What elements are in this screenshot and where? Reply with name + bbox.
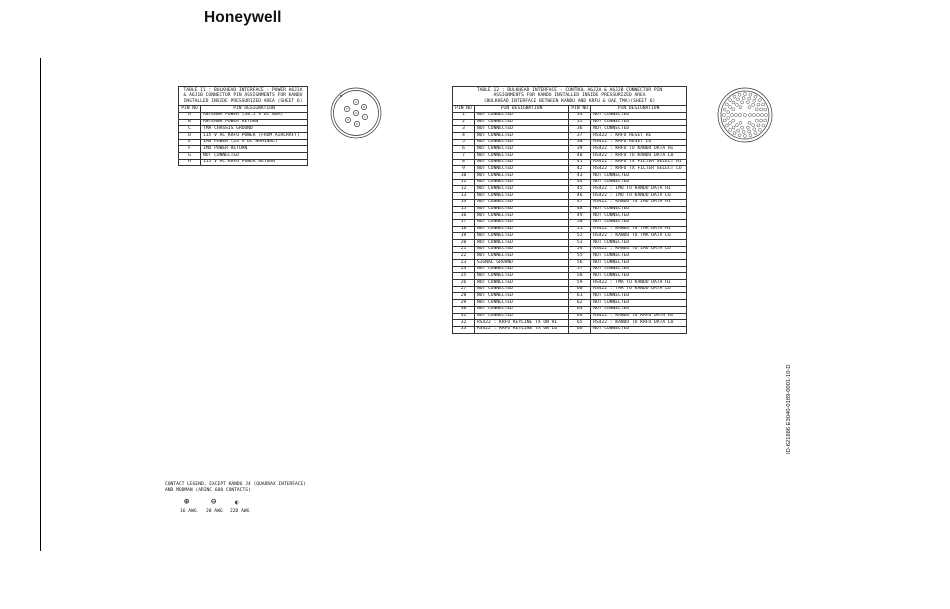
connector-pin-hole	[732, 108, 735, 111]
table-row	[453, 273, 687, 280]
pin-number: 53	[569, 239, 591, 246]
pin-number: 6	[453, 146, 475, 153]
pin-number: 50	[569, 219, 591, 226]
pin-designation: NOT CONNECTED	[591, 239, 687, 246]
connector-pin-hole	[733, 132, 736, 135]
table-11-header-pin: PIN NO	[179, 106, 201, 113]
pin-number: 52	[569, 233, 591, 240]
pin-designation: RS422 : KANDU TO TMA DATA HI	[591, 226, 687, 233]
connector-pin-hole	[748, 97, 751, 100]
connector-pin-hole	[741, 126, 744, 129]
svg-text:E: E	[347, 118, 349, 122]
table-row	[453, 166, 687, 173]
connector-pin-hole	[757, 103, 760, 106]
pin-designation: RS422 : KRFU KEYLINE TX ON HI	[474, 320, 568, 327]
table-row	[453, 213, 687, 220]
connector-pin-hole	[760, 108, 763, 111]
connector-pin-hole	[758, 128, 761, 131]
pin-designation: IMU POWER RETURN	[201, 146, 308, 153]
connector-pin-hole	[753, 128, 756, 131]
table-row	[179, 159, 308, 166]
pin-designation: NOT CONNECTED	[201, 153, 308, 160]
table-row	[453, 326, 687, 333]
pin-number: 54	[569, 246, 591, 253]
pin-designation: RS422 : TMA TO KANDU DATA LO	[591, 286, 687, 293]
pin-designation: NOT CONNECTED	[591, 293, 687, 300]
connector-pin-hole	[727, 116, 730, 119]
table-row	[179, 139, 308, 146]
pin-number: 57	[569, 266, 591, 273]
pin-number: 44	[569, 179, 591, 186]
connector-pin-hole	[738, 134, 741, 137]
connector-pin-hole	[735, 103, 738, 106]
honeywell-logo: Honeywell	[204, 9, 282, 26]
pin-number: 64	[569, 313, 591, 320]
pin-designation: NOT CONNECTED	[474, 159, 568, 166]
pin-number: 49	[569, 213, 591, 220]
power-connector-face-icon	[329, 86, 383, 140]
table-11-title: TABLE 11 : BULKHEAD INTERFACE - POWER A6J1A & A6J1B CONNECTOR PIN ASSIGNMENTS FOR KANDU INSTALLED INSIDE PRESSURIZED AREA (SHEET 6)	[179, 87, 308, 106]
pin-number: 60	[569, 286, 591, 293]
figure-id-text: ID-621886 E3040-0189-0001-10-D	[786, 364, 792, 454]
connector-pin-hole	[752, 103, 755, 106]
pin-designation: NOT CONNECTED	[474, 112, 568, 119]
connector-pin-hole	[757, 114, 760, 117]
table-row	[453, 253, 687, 260]
connector-pin-hole	[754, 95, 757, 98]
pin-designation: NOT CONNECTED	[474, 266, 568, 273]
table-row	[453, 286, 687, 293]
pin-designation: RS422 : TMA TO KANDU DATA HI	[591, 280, 687, 287]
table-row	[453, 293, 687, 300]
pin-designation: 115 V AC KRFU POWER (FROM AIRCRAFT)	[201, 132, 308, 139]
table-12-header-designation-b: PIN DESIGNATION	[591, 106, 687, 113]
pin-number: 40	[569, 153, 591, 160]
pin-number: 36	[569, 126, 591, 133]
margin-rule	[40, 58, 41, 551]
pin-number: 19	[453, 233, 475, 240]
connector-pin-hole	[749, 93, 752, 96]
pin-number: 13	[453, 193, 475, 200]
connector-pin-hole	[748, 106, 751, 109]
pin-number: 34	[569, 112, 591, 119]
table-row	[453, 300, 687, 307]
table-row	[179, 126, 308, 133]
pin-designation: NOT CONNECTED	[474, 132, 568, 139]
pin-number: 41	[569, 159, 591, 166]
16-awg-label: 16 AWG	[180, 509, 197, 514]
table-row	[179, 112, 308, 119]
table-row	[453, 246, 687, 253]
pin-designation: NOT CONNECTED	[591, 326, 687, 333]
connector-pin-hole	[735, 114, 738, 117]
pin-number: D	[179, 132, 201, 139]
connector-pin-hole	[723, 108, 726, 111]
connector-pin-hole	[749, 114, 752, 117]
pin-number: 61	[569, 293, 591, 300]
pin-designation: NOT CONNECTED	[474, 273, 568, 280]
pin-number: 56	[569, 260, 591, 267]
pin-designation: RS422 : KRFU TO KANDU DATA LO	[591, 153, 687, 160]
table-row	[453, 126, 687, 133]
pin-designation: NOT CONNECTED	[591, 112, 687, 119]
pin-number: 9	[453, 166, 475, 173]
connector-pin-hole	[764, 108, 767, 111]
connector-pin-hole	[744, 135, 747, 138]
pin-designation: RS422 : KANDU TO IMU DATA LO	[591, 246, 687, 253]
pin-number: C	[179, 126, 201, 133]
pin-number: 46	[569, 193, 591, 200]
pin-number: 21	[453, 246, 475, 253]
connector-pin-hole	[762, 103, 765, 106]
connector-pin-hole	[757, 124, 760, 127]
pin-number: 16	[453, 213, 475, 220]
pin-designation: 115 V AC KRFU POWER RETURN	[201, 159, 308, 166]
svg-text:F: F	[346, 107, 348, 111]
connector-pin-hole	[741, 101, 744, 104]
connector-pin-hole	[748, 130, 751, 133]
pin-designation: NOT CONNECTED	[474, 226, 568, 233]
pin-number: 32	[453, 320, 475, 327]
pin-designation: RS422 : KRFU KEYLINE TX ON LO	[474, 326, 568, 333]
pin-number: 48	[569, 206, 591, 213]
table-row	[453, 260, 687, 267]
pin-number: F	[179, 146, 201, 153]
pin-number: 59	[569, 280, 591, 287]
pin-designation: NOT CONNECTED	[474, 253, 568, 260]
table-11-body	[179, 112, 308, 166]
pin-designation: NOT CONNECTED	[591, 213, 687, 220]
pin-number: 11	[453, 179, 475, 186]
pin-number: 43	[569, 173, 591, 180]
pin-designation: RS422 : KANDU TO TMA DATA LO	[591, 233, 687, 240]
table-row	[453, 313, 687, 320]
connector-pin-hole	[739, 121, 742, 124]
svg-text:C: C	[364, 115, 366, 119]
connector-pin-hole	[735, 124, 738, 127]
pin-designation: NOT CONNECTED	[474, 146, 568, 153]
pin-designation: RS422 : KRFU TX FILTER SELECT LO	[591, 166, 687, 173]
pin-designation: RS422 : KRFU TO KANDU DATA HI	[591, 146, 687, 153]
connector-pin-hole	[725, 124, 728, 127]
svg-text:A: A	[355, 100, 357, 104]
pin-designation: NOT CONNECTED	[474, 199, 568, 206]
connector-pin-hole	[760, 119, 763, 122]
pin-designation: NOT CONNECTED	[591, 266, 687, 273]
connector-pin-hole	[739, 114, 742, 117]
table-12-header-pin-b: PIN NO	[569, 106, 591, 113]
pin-designation: NOT CONNECTED	[591, 119, 687, 126]
pin-number: 24	[453, 266, 475, 273]
pin-designation: RS422 : IMU TO KANDU DATA HI	[591, 186, 687, 193]
table-row	[453, 179, 687, 186]
pin-number: 37	[569, 132, 591, 139]
pin-number: 23	[453, 260, 475, 267]
pin-number: 35	[569, 119, 591, 126]
pin-designation: NOT CONNECTED	[474, 286, 568, 293]
pin-designation: NOT CONNECTED	[591, 206, 687, 213]
connector-pin-hole	[754, 132, 757, 135]
pin-number: 8	[453, 159, 475, 166]
pin-designation: NOT CONNECTED	[474, 186, 568, 193]
table-12-title-line2: ASSIGNMENTS FOR KANDU INSTALLED INSIDE PRESSURIZED AREA	[493, 93, 646, 99]
connector-pin-hole	[733, 95, 736, 98]
connector-pin-hole	[748, 121, 751, 124]
pin-designation: NOT CONNECTED	[474, 239, 568, 246]
pin-number: 65	[569, 320, 591, 327]
connector-pin-hole	[738, 93, 741, 96]
16-awg-symbol-icon: ⊕	[184, 497, 190, 507]
pin-designation: RS422 : KRFU TX FILTER SELECT HI	[591, 159, 687, 166]
pin-number: 66	[569, 326, 591, 333]
pin-designation: NOT CONNECTED	[474, 166, 568, 173]
22d-awg-label: 22D AWG	[230, 509, 250, 514]
pin-designation: RS422 : KANDU TO KRFU DATA LO	[591, 320, 687, 327]
table-12-header-pin-a: PIN NO	[453, 106, 475, 113]
pin-designation: NOT CONNECTED	[591, 300, 687, 307]
pin-designation: NOT CONNECTED	[474, 246, 568, 253]
pin-number: 1	[453, 112, 475, 119]
connector-pin-hole	[732, 119, 735, 122]
pin-number: 58	[569, 273, 591, 280]
pin-number: G	[179, 153, 201, 160]
contact-legend-line2: AND MODMAN (ARINC 600 CONTACTS)	[165, 487, 251, 493]
pin-number: 22	[453, 253, 475, 260]
pin-number: 26	[453, 280, 475, 287]
connector-pin-hole	[753, 114, 756, 117]
connector-pin-hole	[729, 105, 732, 108]
pin-designation: RS422 : KANDU TO KRFU DATA HI	[591, 313, 687, 320]
table-row	[453, 193, 687, 200]
svg-text:G: G	[355, 111, 357, 115]
connector-pin-hole	[732, 101, 735, 104]
pin-number: 25	[453, 273, 475, 280]
pin-number: 28	[453, 293, 475, 300]
connector-pin-hole	[731, 114, 734, 117]
pin-number: 30	[453, 306, 475, 313]
connector-pin-hole	[764, 119, 767, 122]
pin-number: 38	[569, 139, 591, 146]
connector-pin-hole	[737, 98, 740, 101]
pin-designation: RS422 : KRFU RESET LO	[591, 139, 687, 146]
connector-pin-hole	[739, 106, 742, 109]
22d-awg-symbol-icon: ◐	[235, 499, 239, 506]
pin-number: 4	[453, 132, 475, 139]
pin-number: 29	[453, 300, 475, 307]
table-row	[453, 219, 687, 226]
pin-designation: NOT CONNECTED	[591, 126, 687, 133]
pin-designation: NOT CONNECTED	[591, 219, 687, 226]
connector-pin-hole	[727, 111, 730, 114]
pin-number: 45	[569, 186, 591, 193]
pin-number: 2	[453, 119, 475, 126]
pin-designation: NOT CONNECTED	[474, 139, 568, 146]
pin-designation: NOT CONNECTED	[591, 179, 687, 186]
connector-pin-hole	[723, 114, 726, 117]
pin-number: 39	[569, 146, 591, 153]
pin-number: 14	[453, 199, 475, 206]
pin-number: 18	[453, 226, 475, 233]
table-row	[453, 233, 687, 240]
contact-legend	[165, 482, 306, 493]
table-row	[453, 173, 687, 180]
table-row	[453, 153, 687, 160]
connector-pin-hole	[746, 126, 749, 129]
pin-designation: NOT CONNECTED	[474, 153, 568, 160]
pin-designation: SIGNAL GROUND	[474, 260, 568, 267]
connector-pin-hole	[755, 108, 758, 111]
pin-number: A	[179, 112, 201, 119]
connector-pin-hole	[753, 99, 756, 102]
pin-number: 17	[453, 219, 475, 226]
pin-designation: NOT CONNECTED	[474, 206, 568, 213]
pin-number: 20	[453, 239, 475, 246]
pin-number: 42	[569, 166, 591, 173]
table-row	[453, 119, 687, 126]
pin-number: 3	[453, 126, 475, 133]
table-row	[453, 139, 687, 146]
table-11-power-pin-assignments	[178, 86, 308, 166]
pin-designation: NOT CONNECTED	[474, 179, 568, 186]
pin-designation: NOT CONNECTED	[474, 193, 568, 200]
connector-pin-hole	[725, 103, 728, 106]
pin-designation: ANTENNA POWER (38.5 V DC NOM)	[201, 112, 308, 119]
pin-designation: NOT CONNECTED	[591, 273, 687, 280]
pin-number: 51	[569, 226, 591, 233]
pin-designation: NOT CONNECTED	[591, 306, 687, 313]
svg-text:B: B	[363, 105, 365, 109]
table-12-title	[453, 87, 687, 106]
table-row	[453, 206, 687, 213]
pin-number: 47	[569, 199, 591, 206]
svg-text:D: D	[356, 122, 358, 126]
table-row	[179, 132, 308, 139]
pin-number: 27	[453, 286, 475, 293]
table-row	[453, 186, 687, 193]
table-row	[453, 306, 687, 313]
connector-pin-hole	[744, 93, 747, 96]
pin-designation: NOT CONNECTED	[591, 173, 687, 180]
pin-designation: NOT CONNECTED	[474, 280, 568, 287]
table-12-body	[453, 112, 687, 333]
pin-number: 31	[453, 313, 475, 320]
connector-pin-hole	[758, 99, 761, 102]
pin-number: B	[179, 119, 201, 126]
table-row	[453, 132, 687, 139]
connector-pin-hole	[752, 124, 755, 127]
pin-designation: NOT CONNECTED	[474, 300, 568, 307]
table-12-title-line1: TABLE 12 : BULKHEAD INTERFACE - CONTROL A6J2A & A6J2B CONNECTOR PIN	[476, 88, 663, 93]
connector-pin-hole	[723, 119, 726, 122]
connector-pin-hole	[729, 128, 732, 131]
connector-pin-hole	[765, 114, 768, 117]
20-awg-label: 20 AWG	[206, 509, 223, 514]
pin-designation: NOT CONNECTED	[474, 293, 568, 300]
connector-pin-hole	[744, 114, 747, 117]
table-row	[453, 239, 687, 246]
20-awg-symbol-icon: ⊖	[211, 497, 217, 507]
table-row	[453, 280, 687, 287]
pin-number: H	[179, 159, 201, 166]
pin-designation: NOT CONNECTED	[474, 313, 568, 320]
pin-designation: NOT CONNECTED	[474, 119, 568, 126]
pin-number: 7	[453, 153, 475, 160]
connector-pin-hole	[729, 122, 732, 125]
connector-pin-hole	[737, 129, 740, 132]
table-row	[179, 146, 308, 153]
pin-number: 62	[569, 300, 591, 307]
connector-pin-hole	[742, 97, 745, 100]
table-11-header-designation: PIN DESIGNATION	[201, 106, 308, 113]
table-row	[453, 146, 687, 153]
table-row	[453, 266, 687, 273]
table-12-control-pin-assignments	[452, 86, 687, 334]
pin-number: 10	[453, 173, 475, 180]
pin-number: E	[179, 139, 201, 146]
pin-designation: RS422 : KRFU RESET HI	[591, 132, 687, 139]
pin-number: 63	[569, 306, 591, 313]
pin-designation: RS422 : IMU TO KANDU DATA LO	[591, 193, 687, 200]
table-row	[453, 112, 687, 119]
connector-pin-hole	[742, 130, 745, 133]
pin-designation: ANTENNA POWER RETURN	[201, 119, 308, 126]
table-row	[179, 153, 308, 160]
connector-pin-hole	[749, 134, 752, 137]
pin-designation: TMA CHASSIS GROUND	[201, 126, 308, 133]
table-row	[453, 199, 687, 206]
connector-pin-hole	[732, 126, 735, 129]
pin-designation: NOT CONNECTED	[474, 306, 568, 313]
pin-designation: NOT CONNECTED	[591, 253, 687, 260]
pin-number: 33	[453, 326, 475, 333]
contact-legend-line1: CONTACT LEGEND, EXCEPT KANDU J4 (QUADRAX INTERFACE)	[165, 482, 307, 487]
connector-pin-hole	[761, 114, 764, 117]
control-connector-face-icon	[716, 86, 774, 144]
table-12-title-line3: (BULKHEAD INTERFACE BETWEEN KANDU AND KRFU & OAE_TMA)(SHEET 6)	[483, 98, 656, 104]
connector-pin-hole	[729, 99, 732, 102]
pin-designation: RS422 : KANDU TO IMU DATA HI	[591, 199, 687, 206]
pin-number: 5	[453, 139, 475, 146]
pin-designation: NOT CONNECTED	[474, 126, 568, 133]
pin-designation: NOT CONNECTED	[474, 233, 568, 240]
pin-designation: NOT CONNECTED	[474, 173, 568, 180]
connector-pin-hole	[762, 124, 765, 127]
pin-number: 55	[569, 253, 591, 260]
table-row	[453, 320, 687, 327]
table-row	[179, 119, 308, 126]
pin-designation: NOT CONNECTED	[474, 219, 568, 226]
table-row	[453, 226, 687, 233]
pin-designation: IMU POWER (24 V DC NOMINAL)	[201, 139, 308, 146]
pin-number: 12	[453, 186, 475, 193]
table-row	[453, 159, 687, 166]
connector-pin-hole	[755, 119, 758, 122]
pin-number: 15	[453, 206, 475, 213]
table-12-header-designation-a: PIN DESIGNATION	[474, 106, 568, 113]
pin-designation: NOT CONNECTED	[474, 213, 568, 220]
pin-designation: NOT CONNECTED	[591, 260, 687, 267]
connector-pin-hole	[746, 101, 749, 104]
